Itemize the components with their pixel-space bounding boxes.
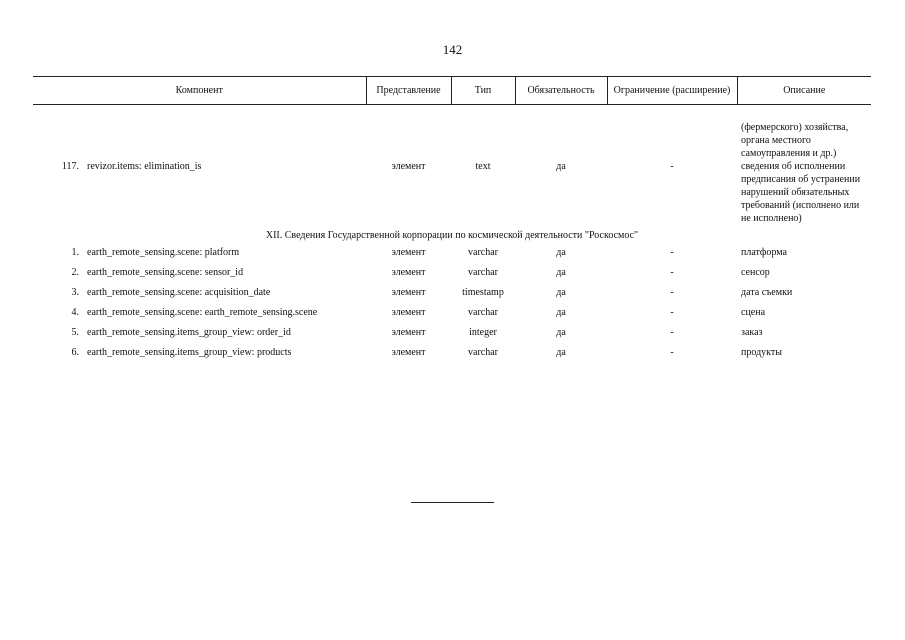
row-constraint: - xyxy=(670,307,674,318)
row-constraint: - xyxy=(670,267,674,278)
table-row xyxy=(33,246,871,266)
row-representation: элемент xyxy=(391,327,426,338)
row-mandatory: да xyxy=(556,307,566,318)
row-description: платформа xyxy=(741,247,787,258)
row-description: заказ xyxy=(741,327,763,338)
row-description: дата съемки xyxy=(741,287,793,298)
row-type: varchar xyxy=(468,267,498,278)
row-number: 6. xyxy=(71,347,79,358)
table-row xyxy=(33,266,871,286)
data-table xyxy=(33,76,871,366)
header-description: Описание xyxy=(737,77,871,105)
header-constraint: Ограничение (расширение) xyxy=(607,77,737,105)
row-component: earth_remote_sensing.scene: platform xyxy=(87,247,240,258)
row-representation: элемент xyxy=(391,347,426,358)
row-description: сведения об исполнении предписания об устранении нарушений обязательных требований (исполнено или не исполнено) xyxy=(741,161,861,224)
row-number: 5. xyxy=(71,327,79,338)
row-description: сцена xyxy=(741,307,766,318)
row-component: earth_remote_sensing.scene: acquisition_date xyxy=(87,287,271,298)
table-body xyxy=(33,105,871,367)
row-number: 1. xyxy=(71,247,79,258)
section-title: XII. Сведения Государственной корпорации по космической деятельности "Роскосмос" xyxy=(265,230,639,241)
section-row xyxy=(33,227,871,246)
row-description: сенсор xyxy=(741,267,770,278)
row-type: varchar xyxy=(468,307,498,318)
row-mandatory: да xyxy=(556,287,566,298)
continuation-description: (фермерского) хозяйства, органа местного самоуправления и др.) xyxy=(741,122,849,159)
row-type: varchar xyxy=(468,247,498,258)
continuation-row xyxy=(33,121,871,160)
page-number: 142 xyxy=(442,42,463,57)
row-number: 3. xyxy=(71,287,79,298)
row-component: earth_remote_sensing.scene: earth_remote_sensing.scene xyxy=(87,307,318,318)
row-mandatory: да xyxy=(556,347,566,358)
row-type: varchar xyxy=(468,347,498,358)
row-component: earth_remote_sensing.scene: sensor_id xyxy=(87,267,244,278)
header-component: Компонент xyxy=(33,77,366,105)
header-representation: Представление xyxy=(366,77,451,105)
table-row xyxy=(33,346,871,366)
table-row xyxy=(33,160,871,227)
row-mandatory: да xyxy=(556,161,566,172)
row-constraint: - xyxy=(670,327,674,338)
row-mandatory: да xyxy=(556,327,566,338)
row-constraint: - xyxy=(670,287,674,298)
footnote-divider xyxy=(411,502,494,503)
row-constraint: - xyxy=(670,161,674,172)
row-component: earth_remote_sensing.items_group_view: order_id xyxy=(87,327,291,338)
row-type: integer xyxy=(469,327,497,338)
row-mandatory: да xyxy=(556,267,566,278)
table-row xyxy=(33,326,871,346)
row-number: 4. xyxy=(71,307,79,318)
row-component: earth_remote_sensing.items_group_view: products xyxy=(87,347,292,358)
row-type: text xyxy=(475,161,491,172)
table-row xyxy=(33,306,871,326)
row-representation: элемент xyxy=(391,307,426,318)
table-row xyxy=(33,286,871,306)
row-constraint: - xyxy=(670,247,674,258)
row-component: revizor.items: elimination_is xyxy=(87,161,202,172)
row-type: timestamp xyxy=(462,287,504,298)
row-mandatory: да xyxy=(556,247,566,258)
row-representation: элемент xyxy=(391,161,426,172)
row-representation: элемент xyxy=(391,287,426,298)
row-number: 117. xyxy=(61,161,79,172)
row-representation: элемент xyxy=(391,267,426,278)
row-description: продукты xyxy=(741,347,782,358)
header-mandatory: Обязательность xyxy=(515,77,607,105)
spacer-row xyxy=(33,105,871,122)
table-header xyxy=(33,77,871,105)
row-number: 2. xyxy=(71,267,79,278)
row-representation: элемент xyxy=(391,247,426,258)
header-type: Тип xyxy=(451,77,515,105)
row-constraint: - xyxy=(670,347,674,358)
